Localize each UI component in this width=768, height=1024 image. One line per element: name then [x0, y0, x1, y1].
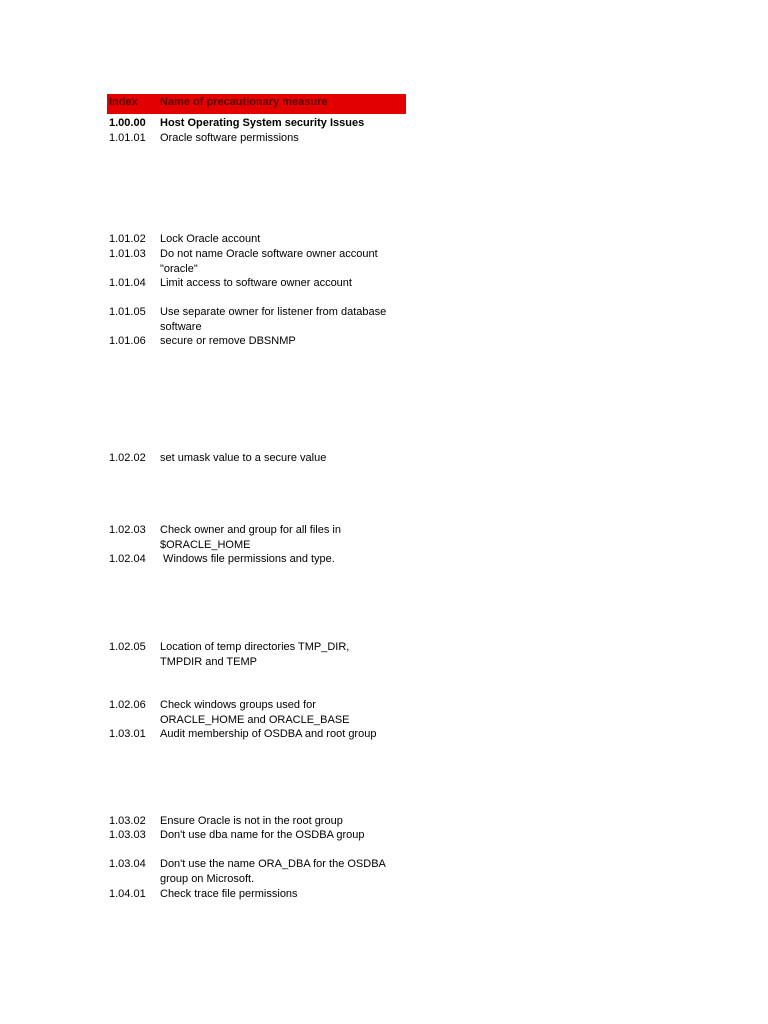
row-index: 1.02.04: [109, 553, 146, 565]
row-text: Audit membership of OSDBA and root group: [160, 728, 377, 740]
row-text: Host Operating System security Issues: [160, 117, 365, 129]
row-text: Check owner and group for all files in $ORACLE_HOME: [160, 524, 341, 551]
row-index: 1.01.06: [109, 335, 146, 347]
row-text: Check trace file permissions: [160, 888, 298, 900]
row-text: Check windows groups used for ORACLE_HOME and ORACLE_BASE: [160, 699, 350, 726]
row-index: 1.01.03: [109, 248, 146, 260]
row-index: 1.03.01: [109, 728, 146, 740]
row-index: 1.00.00: [109, 117, 146, 129]
row-index: 1.01.05: [109, 306, 146, 318]
row-index: 1.01.01: [109, 132, 146, 144]
header-measure-name: Name of precautionary measure: [160, 96, 328, 108]
row-text: Use separate owner for listener from database software: [160, 306, 387, 333]
row-text: Don't use the name ORA_DBA for the OSDBA group on Microsoft.: [160, 858, 386, 885]
row-index: 1.01.02: [109, 233, 146, 245]
row-index: 1.03.04: [109, 858, 146, 870]
row-text: Windows file permissions and type.: [160, 553, 335, 565]
row-text: Do not name Oracle software owner account "oracle": [160, 248, 378, 275]
row-text: Limit access to software owner account: [160, 277, 352, 289]
row-index: 1.02.02: [109, 452, 146, 464]
row-index: 1.02.06: [109, 699, 146, 711]
header-index: Index: [109, 96, 138, 108]
row-text: Oracle software permissions: [160, 132, 299, 144]
row-index: 1.02.05: [109, 641, 146, 653]
row-index: 1.04.01: [109, 888, 146, 900]
row-text: set umask value to a secure value: [160, 452, 327, 464]
row-text: Location of temp directories TMP_DIR, TMPDIR and TEMP: [160, 641, 350, 668]
row-text: Lock Oracle account: [160, 233, 261, 245]
row-index: 1.02.03: [109, 524, 146, 536]
row-index: 1.03.03: [109, 829, 146, 841]
row-text: Ensure Oracle is not in the root group: [160, 815, 343, 827]
row-index: 1.01.04: [109, 277, 146, 289]
row-text: secure or remove DBSNMP: [160, 335, 296, 347]
row-index: 1.03.02: [109, 815, 146, 827]
row-text: Don't use dba name for the OSDBA group: [160, 829, 365, 841]
